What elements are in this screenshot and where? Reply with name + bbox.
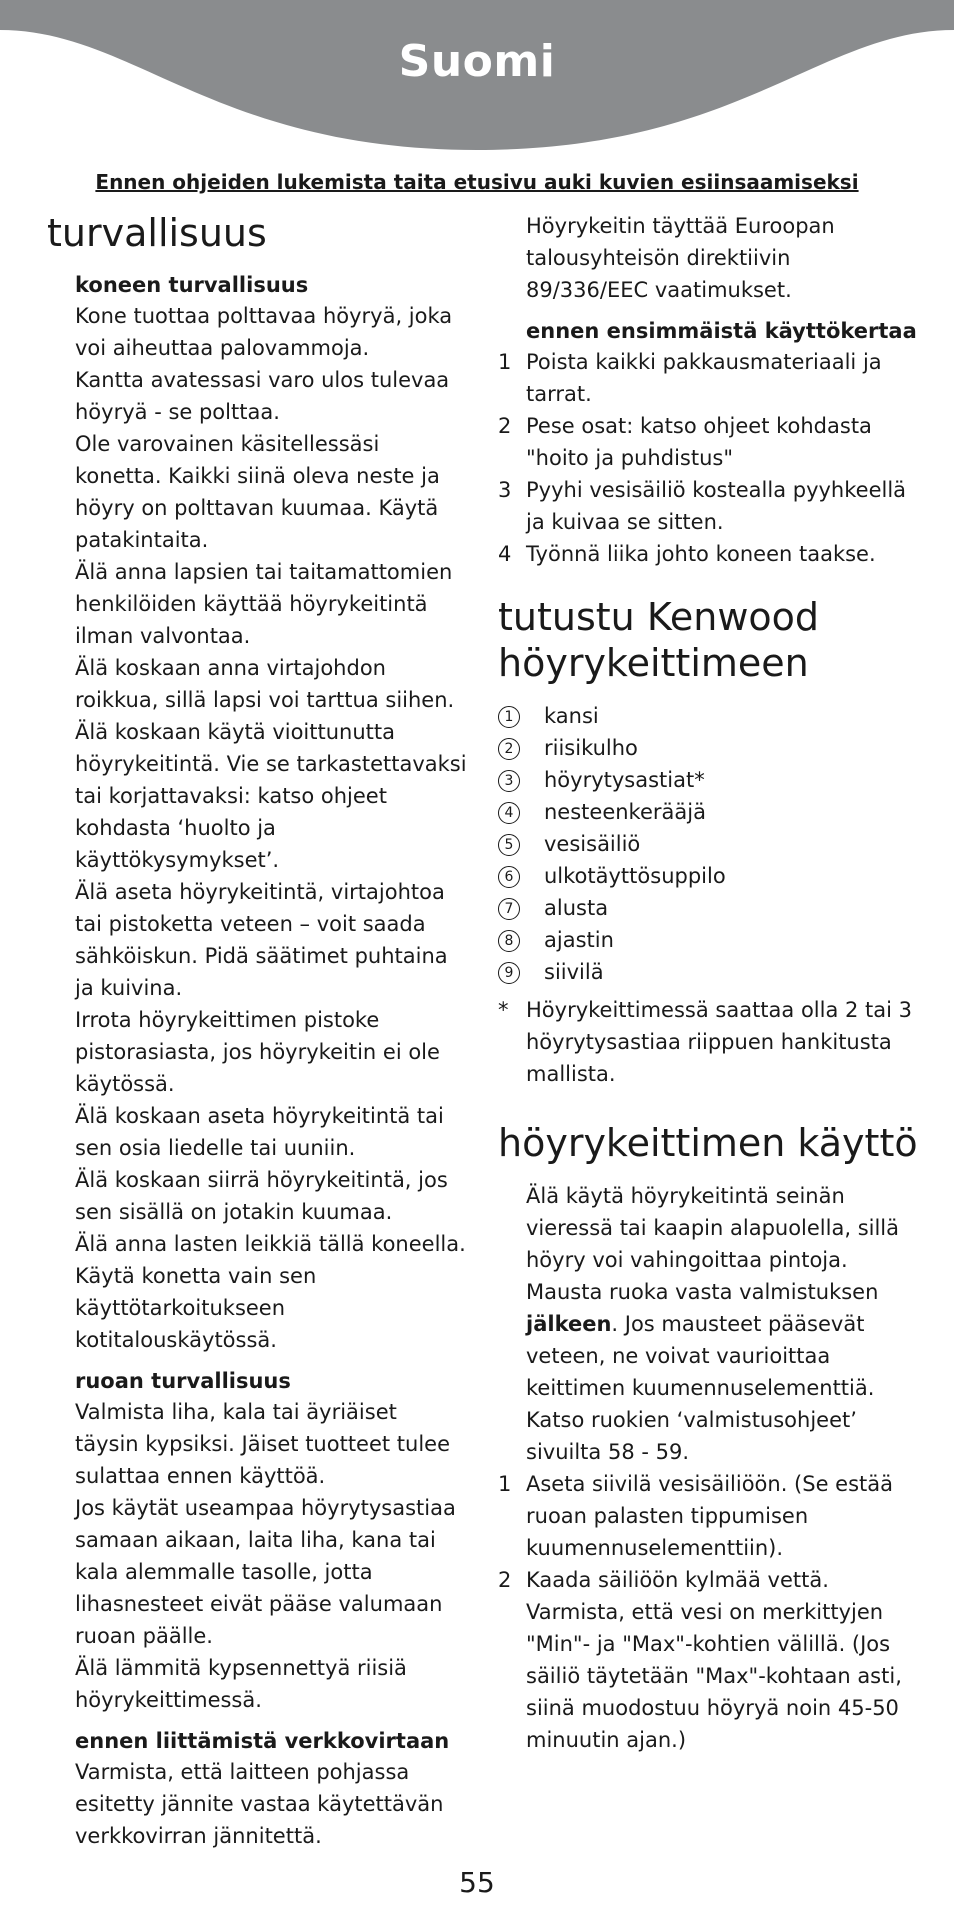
safety-paragraph: Ole varovainen käsitellessäsi konetta. Kaikki siinä oleva neste ja höyry on polttavan kuumaa. Käytä patakintaita. <box>75 432 440 552</box>
part-label: riisikulho <box>544 736 638 760</box>
step-text: Aseta siivilä vesisäiliöön. (Se estää ruoan palasten tippumisen kuumennuselementtiin). <box>526 1472 893 1560</box>
part-label: alusta <box>544 896 609 920</box>
list-item <box>498 764 918 796</box>
step-number: 4 <box>498 542 512 566</box>
parts-list <box>498 700 918 988</box>
safety-paragraph: Älä koskaan käytä vioittunutta höyrykeitintä. Vie se tarkastettavaksi tai korjattavaksi: katso ohjeet kohdasta ‘huolto ja käyttökysymykset’. <box>75 720 467 872</box>
list-item <box>498 346 918 410</box>
part-number-badge: 1 <box>498 706 520 728</box>
part-label: nesteenkerääjä <box>544 800 706 824</box>
first-use-heading-wrap <box>498 316 918 346</box>
list-item <box>498 796 918 828</box>
directive-text: Höyrykeitin täyttää Euroopan talousyhteisön direktiivin 89/336/EEC vaatimukset. <box>526 214 835 302</box>
machine-safety-list <box>75 300 467 1356</box>
safety-paragraph: Älä koskaan aseta höyrykeitintä tai sen osia liedelle tai uuniin. <box>75 1104 444 1160</box>
list-item <box>498 1468 918 1564</box>
seasoning-emphasis: jälkeen <box>526 1312 612 1336</box>
list-item <box>498 538 918 570</box>
part-number-badge: 5 <box>498 834 520 856</box>
page-number: 55 <box>459 1866 495 1899</box>
safety-paragraph: Älä koskaan anna virtajohdon roikkua, sillä lapsi voi tarttua siihen. <box>75 656 455 712</box>
safety-paragraph: Kantta avatessasi varo ulos tulevaa höyryä - se polttaa. <box>75 368 450 424</box>
safety-paragraph: Käytä konetta vain sen käyttötarkoitukseen kotitalouskäytössä. <box>75 1264 317 1352</box>
right-column <box>498 210 918 1756</box>
fold-out-notice: Ennen ohjeiden lukemista taita etusivu auki kuvien esiinsaamiseksi <box>95 170 859 194</box>
mains-heading: ennen liittämistä verkkovirtaan <box>75 1729 450 1753</box>
safety-paragraph: Älä koskaan siirrä höyrykeitintä, jos sen sisällä on jotakin kuumaa. <box>75 1168 448 1224</box>
seasoning-after: . Jos mausteet pääsevät veteen, ne voivat vaurioittaa keittimen kuumennuselementtiä. <box>526 1312 875 1400</box>
part-number-badge: 6 <box>498 866 520 888</box>
safety-paragraph: Kone tuottaa polttavaa höyryä, joka voi aiheuttaa palovammoja. <box>75 304 453 360</box>
food-paragraph: Valmista liha, kala tai äyriäiset täysin kypsiksi. Jäiset tuotteet tulee sulattaa ennen käyttöä. <box>75 1400 451 1488</box>
using-steps <box>498 1468 918 1756</box>
header-banner <box>0 0 954 160</box>
step-number: 2 <box>498 414 512 438</box>
food-safety-list <box>75 1396 467 1716</box>
safety-paragraph: Älä anna lasten leikkiä tällä koneella. <box>75 1232 466 1256</box>
footnote-mark: * <box>498 998 509 1022</box>
mains-paragraph: Varmista, että laitteen pohjassa esitetty jännite vastaa käytettävän verkkovirran jännitettä. <box>75 1760 444 1848</box>
using-intro-text: Älä käytä höyrykeitintä seinän vieressä tai kaapin alapuolella, sillä höyry voi vahingoittaa pintoja. <box>526 1184 900 1272</box>
part-number-badge: 4 <box>498 802 520 824</box>
list-item <box>498 892 918 924</box>
list-item <box>498 924 918 956</box>
list-item <box>498 732 918 764</box>
left-column <box>47 210 467 1852</box>
list-item <box>498 700 918 732</box>
footnote <box>498 994 918 1090</box>
food-paragraph: Älä lämmitä kypsennettyä riisiä höyrykeittimessä. <box>75 1656 407 1712</box>
know-heading: tutustu Kenwood höyrykeittimeen <box>498 595 820 685</box>
part-label: siivilä <box>544 960 604 984</box>
directive-block <box>498 210 918 306</box>
part-label: vesisäiliö <box>544 832 641 856</box>
seasoning-before: Mausta ruoka vasta valmistuksen <box>526 1280 879 1304</box>
step-number: 2 <box>498 1568 512 1592</box>
list-item <box>498 1564 918 1756</box>
using-intro <box>498 1180 918 1468</box>
step-text: Pyyhi vesisäiliö kostealla pyyhkeellä ja kuivaa se sitten. <box>526 478 907 534</box>
step-text: Poista kaikki pakkausmateriaali ja tarrat. <box>526 350 882 406</box>
part-number-badge: 7 <box>498 898 520 920</box>
list-item <box>498 860 918 892</box>
part-number-badge: 3 <box>498 770 520 792</box>
using-heading: höyrykeittimen käyttö <box>498 1121 918 1165</box>
part-label: ulkotäyttösuppilo <box>544 864 726 888</box>
list-item <box>498 474 918 538</box>
step-number: 1 <box>498 350 512 374</box>
page-title: Suomi <box>398 36 556 87</box>
step-text: Kaada säiliöön kylmää vettä. Varmista, että vesi on merkittyjen "Min"- ja "Max"-kohtien välillä. (Jos säiliö täytetään "Max"-kohtaan asti, siinä muodostuu höyryä noin 45-50 minuutin ajan.) <box>526 1568 902 1752</box>
safety-paragraph: Älä aseta höyrykeitintä, virtajohtoa tai pistoketta veteen – voit saada sähköiskun. Pidä säätimet puhtaina ja kuivina. <box>75 880 448 1000</box>
part-label: kansi <box>544 704 599 728</box>
safety-paragraph: Älä anna lapsien tai taitamattomien henkilöiden käyttää höyrykeitintä ilman valvontaa. <box>75 560 453 648</box>
step-number: 1 <box>498 1472 512 1496</box>
footnote-text: Höyrykeittimessä saattaa olla 2 tai 3 höyrytysastiaa riippuen hankitusta mallista. <box>526 998 913 1086</box>
step-text: Pese osat: katso ohjeet kohdasta "hoito ja puhdistus" <box>526 414 872 470</box>
safety-section <box>47 270 467 1852</box>
machine-safety-heading: koneen turvallisuus <box>75 273 309 297</box>
food-paragraph: Jos käytät useampaa höyrytysastiaa samaan aikaan, laita liha, kana tai kala alemmalle tasolle, jotta lihasnesteet eivät pääse valumaan ruoan päälle. <box>75 1496 456 1648</box>
list-item <box>498 956 918 988</box>
part-label: ajastin <box>544 928 614 952</box>
first-use-heading: ennen ensimmäistä käyttökertaa <box>526 319 917 343</box>
safety-paragraph: Irrota höyrykeittimen pistoke pistorasiasta, jos höyrykeitin ei ole käytössä. <box>75 1008 440 1096</box>
part-number-badge: 8 <box>498 930 520 952</box>
seasoning-text <box>526 1276 918 1404</box>
food-safety-heading: ruoan turvallisuus <box>75 1369 291 1393</box>
part-number-badge: 2 <box>498 738 520 760</box>
safety-heading: turvallisuus <box>47 211 267 255</box>
recipe-guide-text: Katso ruokien ‘valmistusohjeet’ sivuilta 58 - 59. <box>526 1408 857 1464</box>
part-label: höyrytysastiat* <box>544 768 705 792</box>
list-item <box>498 828 918 860</box>
step-text: Työnnä liika johto koneen taakse. <box>526 542 876 566</box>
list-item <box>498 410 918 474</box>
first-use-steps <box>498 346 918 570</box>
step-number: 3 <box>498 478 512 502</box>
part-number-badge: 9 <box>498 962 520 984</box>
